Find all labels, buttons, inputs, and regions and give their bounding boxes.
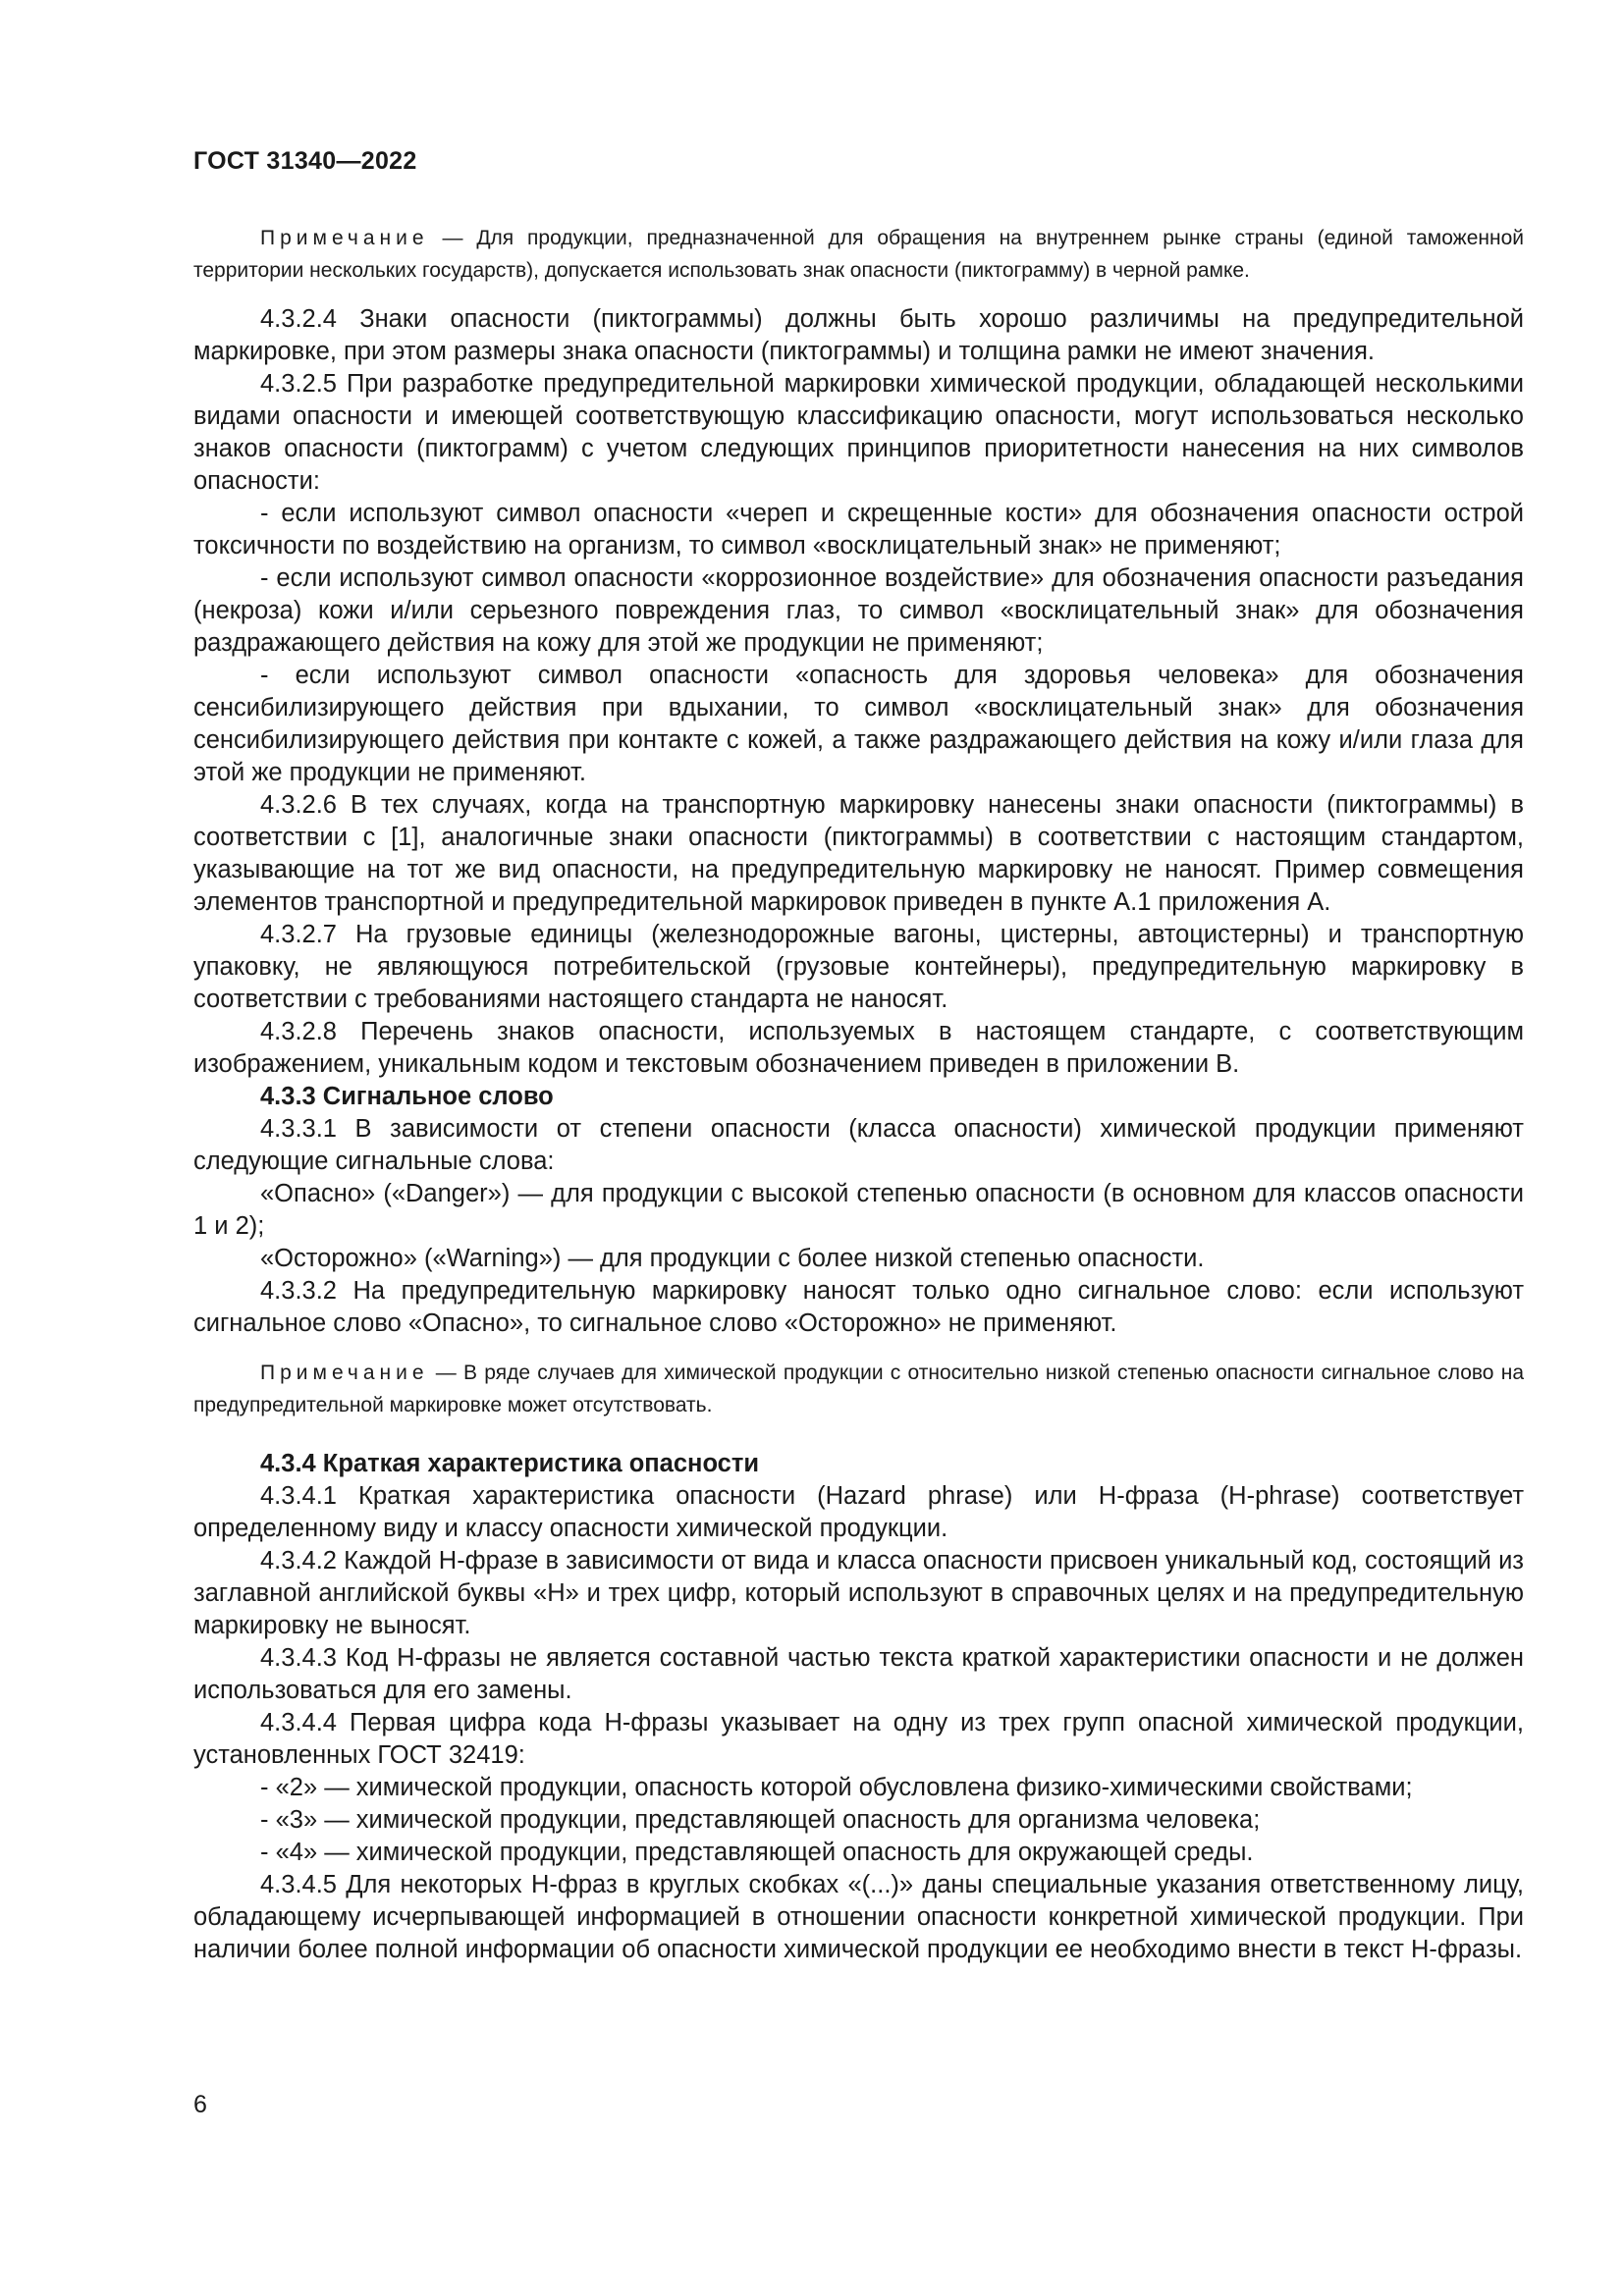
paragraph-warning: «Осторожно» («Warning») — для продукции с более низкой степенью опасности. xyxy=(260,1245,1205,1272)
document-code-header: ГОСТ 31340—2022 xyxy=(193,147,417,175)
paragraph-4-3-2-5: 4.3.2.5 При разработке предупредительной маркировки химической продукции, обладающей несколькими видами опасности и имеющей соответствующую классификацию опасности, могут использоваться несколько знаков опасности (пиктограмм) с учетом следующих принципов приоритетности нанесения на них символов опасности: xyxy=(193,370,1524,495)
paragraph-4-3-3-2: 4.3.3.2 На предупредительную маркировку наносят только одно сигнальное слово: если используют сигнальное слово «Опасно», то сигнальное слово «Осторожно» не применяют. xyxy=(193,1277,1524,1337)
note-1-text: — Для продукции, предназначенной для обращения на внутреннем рынке страны (единой таможенной территории нескольких государств), допускается использовать знак опасности (пиктограмму) в черной рамке. xyxy=(193,227,1524,282)
paragraph-4-3-2-4: 4.3.2.4 Знаки опасности (пиктограммы) должны быть хорошо различимы на предупредительной маркировке, при этом размеры знака опасности (пиктограммы) и толщина рамки не имеют значения. xyxy=(193,305,1524,365)
note-2-text: — В ряде случаев для химической продукции с относительно низкой степенью опасности сигнальное слово на предупредительной маркировке может отсутствовать. xyxy=(193,1362,1524,1416)
paragraph-4-3-4-5: 4.3.4.5 Для некоторых Н-фраз в круглых скобках «(...)» даны специальные указания ответственному лицу, обладающему исчерпывающей информацией в отношении опасности конкретной химической продукции. При наличии более полной информации об опасности химической продукции ее необходимо внести в текст Н-фразы. xyxy=(193,1871,1524,1963)
list-item-digit-3: - «3» — химической продукции, представляющей опасность для организма человека; xyxy=(260,1806,1261,1834)
paragraph-4-3-4-2: 4.3.4.2 Каждой Н-фразе в зависимости от вида и класса опасности присвоен уникальный код, состоящий из заглавной английской буквы «Н» и трех цифр, который используют в справочных целях и на предупредительную маркировку не выносят. xyxy=(193,1547,1524,1639)
note-1 xyxy=(193,222,1524,287)
paragraph-4-3-2-6: 4.3.2.6 В тех случаях, когда на транспортную маркировку нанесены знаки опасности (пиктограммы) в соответствии с [1], аналогичные знаки опасности (пиктограммы) в соответствии с настоящим стандартом, указывающие на тот же вид опасности, на предупредительную маркировку не наносят. Пример совмещения элементов транспортной и предупредительной маркировок приведен в пункте А.1 приложения А. xyxy=(193,791,1524,916)
paragraph-4-3-4-1: 4.3.4.1 Краткая характеристика опасности (Hazard phrase) или Н-фраза (H-phrase) соответствует определенному виду и классу опасности химической продукции. xyxy=(193,1482,1524,1542)
document-body xyxy=(193,222,1524,1966)
list-item-digit-4: - «4» — химической продукции, представляющей опасность для окружающей среды. xyxy=(260,1839,1254,1866)
note-2 xyxy=(193,1357,1524,1421)
paragraph-4-3-2-7: 4.3.2.7 На грузовые единицы (железнодорожные вагоны, цистерны, автоцистерны) и транспортную упаковку, не являющуюся потребительской (грузовые контейнеры), предупредительную маркировку в соответствии с требованиями настоящего стандарта не наносят. xyxy=(193,921,1524,1013)
paragraph-danger: «Опасно» («Danger») — для продукции с высокой степенью опасности (в основном для классов опасности 1 и 2); xyxy=(193,1180,1524,1240)
paragraph-4-3-4-3: 4.3.4.3 Код Н-фразы не является составной частью текста краткой характеристики опасности и не должен использоваться для его замены. xyxy=(193,1644,1524,1704)
note-label: Примечание xyxy=(260,1362,429,1384)
list-item-corrosion: - если используют символ опасности «коррозионное воздействие» для обозначения опасности разъедания (некроза) кожи и/или серьезного повреждения глаз, то символ «восклицательный знак» для обозначения раздражающего действия на кожу для этой же продукции не применяют; xyxy=(193,564,1524,657)
list-item-digit-2: - «2» — химической продукции, опасность которой обусловлена физико-химическими свойствами; xyxy=(260,1774,1413,1801)
note-label: Примечание xyxy=(260,227,429,249)
paragraph-4-3-4-4: 4.3.4.4 Первая цифра кода Н-фразы указывает на одну из трех групп опасной химической продукции, установленных ГОСТ 32419: xyxy=(193,1709,1524,1769)
section-heading-4-3-3: 4.3.3 Сигнальное слово xyxy=(260,1083,554,1110)
list-item-skull: - если используют символ опасности «череп и скрещенные кости» для обозначения опасности острой токсичности по воздействию на организм, то символ «восклицательный знак» не применяют; xyxy=(193,500,1524,560)
paragraph-4-3-3-1: 4.3.3.1 В зависимости от степени опасности (класса опасности) химической продукции применяют следующие сигнальные слова: xyxy=(193,1115,1524,1175)
paragraph-4-3-2-8: 4.3.2.8 Перечень знаков опасности, используемых в настоящем стандарте, с соответствующим изображением, уникальным кодом и текстовым обозначением приведен в приложении В. xyxy=(193,1018,1524,1078)
list-item-health-hazard: - если используют символ опасности «опасность для здоровья человека» для обозначения сенсибилизирующего действия при вдыхании, то символ «восклицательный знак» для обозначения сенсибилизирующего действия при контакте с кожей, а также раздражающего действия на кожу и/или глаза для этой же продукции не применяют. xyxy=(193,662,1524,786)
page-number: 6 xyxy=(193,2091,207,2118)
section-heading-4-3-4: 4.3.4 Краткая характеристика опасности xyxy=(260,1450,760,1477)
